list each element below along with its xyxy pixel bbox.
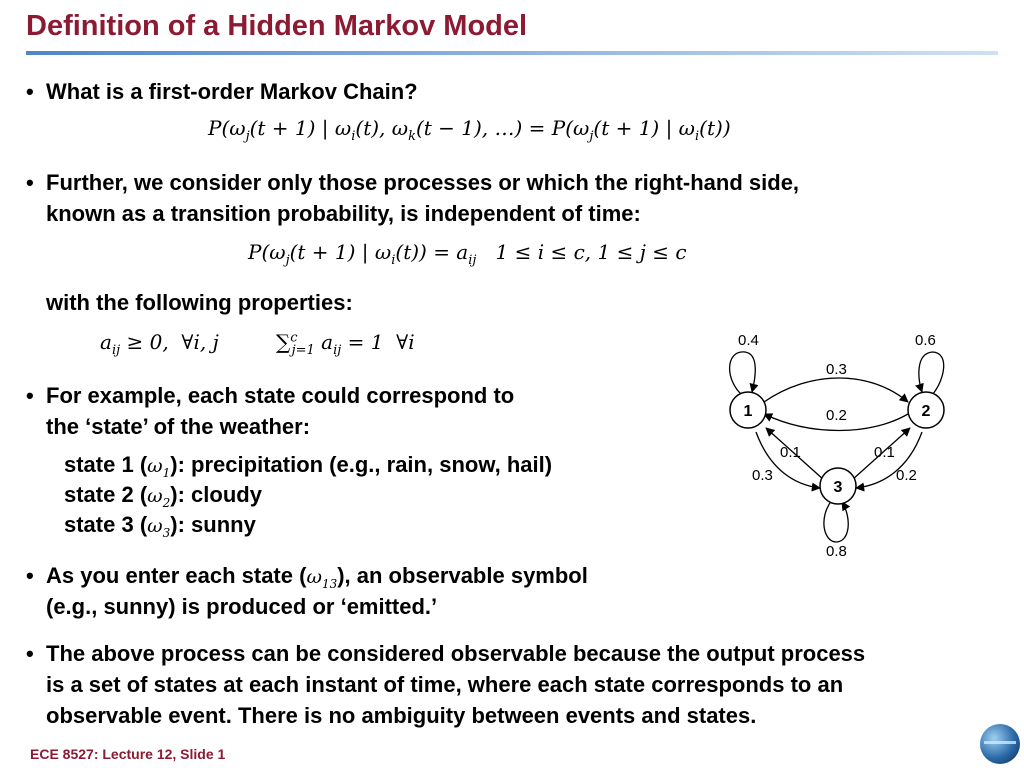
prob-label-2-to-3: 0.2 bbox=[896, 467, 917, 484]
bullet-text-line2: (e.g., sunny) is produced or ‘emitted.’ bbox=[46, 594, 438, 619]
prob-label-1-to-2: 0.3 bbox=[826, 361, 847, 378]
edge-1-to-2 bbox=[764, 378, 908, 402]
slide-title: Definition of a Hidden Markov Model bbox=[26, 10, 528, 42]
state-symbol: $\omega_3$ bbox=[147, 515, 171, 540]
bullet-dot: • bbox=[26, 170, 34, 195]
properties-label: with the following properties: bbox=[46, 290, 353, 315]
state-3-line bbox=[64, 512, 256, 540]
bullet-text-line1: Further, we consider only those processes or which the right-hand side, bbox=[46, 170, 800, 195]
state-description: ): cloudy bbox=[170, 482, 262, 507]
self-loop-2 bbox=[919, 352, 944, 395]
state-node-3-label: 3 bbox=[833, 479, 843, 496]
equation-transition: $P(\omega_j(t + 1)$ | $\omega_i(t)) = a_{ij}$ 1 ≤ i ≤ c, 1 ≤ j ≤ c bbox=[248, 240, 687, 268]
bullet-text: What is a first-order Markov Chain? bbox=[46, 79, 418, 104]
state-prefix: state 1 ( bbox=[64, 452, 148, 477]
state-prefix: state 2 ( bbox=[64, 482, 148, 507]
prob-label-3-to-1: 0.1 bbox=[780, 444, 801, 461]
state-description: ): sunny bbox=[170, 512, 256, 537]
bullet-text-line1: The above process can be considered observable because the output process bbox=[46, 641, 866, 666]
bullet-text-line2: known as a transition probability, is independent of time: bbox=[46, 201, 641, 226]
prob-label-2-to-1: 0.2 bbox=[826, 407, 847, 424]
bullet-dot: • bbox=[26, 641, 34, 666]
prob-label-3-to-2: 0.1 bbox=[874, 444, 895, 461]
bullet-dot: • bbox=[26, 383, 34, 408]
bullet-text-line2: is a set of states at each instant of time, where each state corresponds to an bbox=[46, 672, 844, 697]
bullet-text-line1: For example, each state could correspond to bbox=[46, 383, 515, 408]
bullet-text-line3: observable event. There is no ambiguity between events and states. bbox=[46, 703, 757, 728]
slide-footer: ECE 8527: Lecture 12, Slide 1 bbox=[30, 746, 226, 762]
title-divider bbox=[26, 51, 998, 55]
bullet-text-line2: the ‘state’ of the weather: bbox=[46, 414, 311, 439]
prob-label-self-1: 0.4 bbox=[738, 332, 759, 349]
self-loop-1 bbox=[730, 352, 756, 395]
emission-symbol: $\omega_{13}$ bbox=[306, 566, 338, 591]
equation-properties: $a_{ij} \ge 0$, ∀i, j ∑$^c_{j=1}$ $a_{ij} = 1$ ∀i bbox=[100, 330, 415, 358]
state-1-line bbox=[64, 452, 552, 480]
state-2-line bbox=[64, 482, 262, 510]
globe-logo-icon bbox=[980, 724, 1020, 764]
self-loop-3 bbox=[824, 500, 848, 542]
bullet-dot: • bbox=[26, 563, 34, 588]
markov-state-diagram bbox=[700, 320, 990, 570]
bullet-dot: • bbox=[26, 79, 34, 104]
prob-label-self-3: 0.8 bbox=[826, 543, 847, 560]
state-node-2-label: 2 bbox=[921, 403, 931, 420]
prob-label-self-2: 0.6 bbox=[915, 332, 936, 349]
prob-label-1-to-3: 0.3 bbox=[752, 467, 773, 484]
state-symbol: $\omega_1$ bbox=[147, 455, 171, 480]
state-description: ): precipitation (e.g., rain, snow, hail) bbox=[170, 452, 553, 477]
state-prefix: state 3 ( bbox=[64, 512, 148, 537]
state-node-1-label: 1 bbox=[743, 403, 753, 420]
bullet-text-line1: As you enter each state $(\omega_{13})$, an observable symbol bbox=[46, 563, 588, 591]
state-symbol: $\omega_2$ bbox=[147, 485, 171, 510]
equation-first-order: $P(\omega_j(t + 1)$ | $\omega_i(t)$, $\omega_k(t - 1)$, …) = $P(\omega_j(t + 1)$ | $\omega_i(t)$) bbox=[208, 116, 731, 144]
